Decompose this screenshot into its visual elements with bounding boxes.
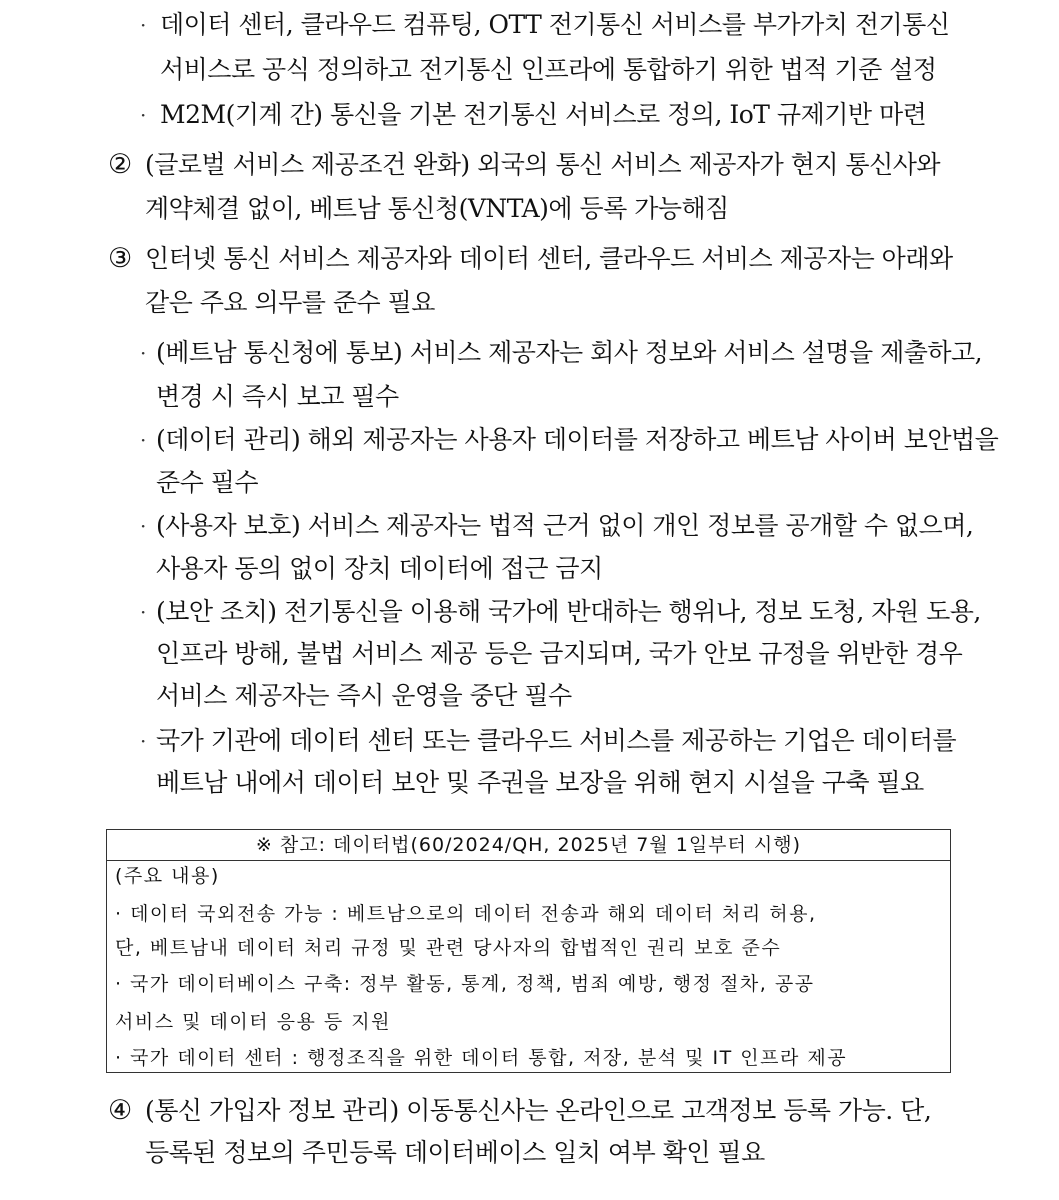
item-text: (통신 가입자 정보 관리) 이동통신사는 온라인으로 고객정보 등록 가능. 단, [145,1096,932,1125]
bullet-marker: · [140,428,147,452]
note-line: · 데이터 국외전송 가능 : 베트남으로의 데이터 전송과 해외 데이터 처리 허용, [115,903,817,925]
note-line: 서비스 및 데이터 응용 등 지원 [115,1011,391,1033]
bullet-text: 변경 시 즉시 보고 필수 [156,382,399,411]
bullet-text: 서비스 제공자는 즉시 운영을 중단 필수 [156,681,572,710]
reference-note-box [106,829,951,1073]
bullet-marker: · [140,600,147,624]
bullet-marker: · [140,13,147,37]
bullet-text: 데이터 센터, 클라우드 컴퓨팅, OTT 전기통신 서비스를 부가가치 전기통신 [160,10,950,39]
bullet-marker: · [140,341,147,365]
bullet-text: 준수 필수 [156,468,259,497]
item-text: 같은 주요 의무를 준수 필요 [145,288,435,317]
bullet-marker: · [140,729,147,753]
item-text: 등록된 정보의 주민등록 데이터베이스 일치 여부 확인 필요 [145,1138,765,1167]
item-number: ④ [108,1095,133,1126]
item-number: ③ [108,243,133,274]
bullet-text: (사용자 보호) 서비스 제공자는 법적 근거 없이 개인 정보를 공개할 수 없으며, [156,511,974,540]
note-line: · 국가 데이터베이스 구축: 정부 활동, 통계, 정책, 범죄 예방, 행정 절차, 공공 [115,973,815,995]
note-subtitle: (주요 내용) [115,865,220,887]
bullet-text: (베트남 통신청에 통보) 서비스 제공자는 회사 정보와 서비스 설명을 제출하고, [156,338,983,367]
bullet-text: 국가 기관에 데이터 센터 또는 클라우드 서비스를 제공하는 기업은 데이터를 [156,726,957,755]
bullet-text: 서비스로 공식 정의하고 전기통신 인프라에 통합하기 위한 법적 기준 설정 [160,55,937,84]
bullet-text: 베트남 내에서 데이터 보안 및 주권을 보장을 위해 현지 시설을 구축 필요 [156,768,924,797]
bullet-text: 인프라 방해, 불법 서비스 제공 등은 금지되며, 국가 안보 규정을 위반한 경우 [156,639,963,668]
item-number: ② [108,149,133,180]
bullet-text: (보안 조치) 전기통신을 이용해 국가에 반대하는 행위나, 정보 도청, 자원 도용, [156,597,981,626]
note-line: · 국가 데이터 센터 : 행정조직을 위한 데이터 통합, 저장, 분석 및 IT 인프라 제공 [115,1047,848,1069]
bullet-text: 사용자 동의 없이 장치 데이터에 접근 금지 [156,554,603,583]
note-title: ※ 참고: 데이터법(60/2024/QH, 2025년 7월 1일부터 시행) [107,830,950,861]
item-text: (글로벌 서비스 제공조건 완화) 외국의 통신 서비스 제공자가 현지 통신사와 [145,150,941,179]
item-text: 인터넷 통신 서비스 제공자와 데이터 센터, 클라우드 서비스 제공자는 아래와 [145,244,953,273]
note-line: 단, 베트남내 데이터 처리 규정 및 관련 당사자의 합법적인 권리 보호 준수 [115,937,782,959]
item-text: 계약체결 없이, 베트남 통신청(VNTA)에 등록 가능해짐 [145,194,729,223]
bullet-marker: · [140,514,147,538]
bullet-text: M2M(기계 간) 통신을 기본 전기통신 서비스로 정의, IoT 규제기반 마련 [160,100,927,129]
bullet-text: (데이터 관리) 해외 제공자는 사용자 데이터를 저장하고 베트남 사이버 보안법을 [156,425,999,454]
bullet-marker: · [140,103,147,127]
